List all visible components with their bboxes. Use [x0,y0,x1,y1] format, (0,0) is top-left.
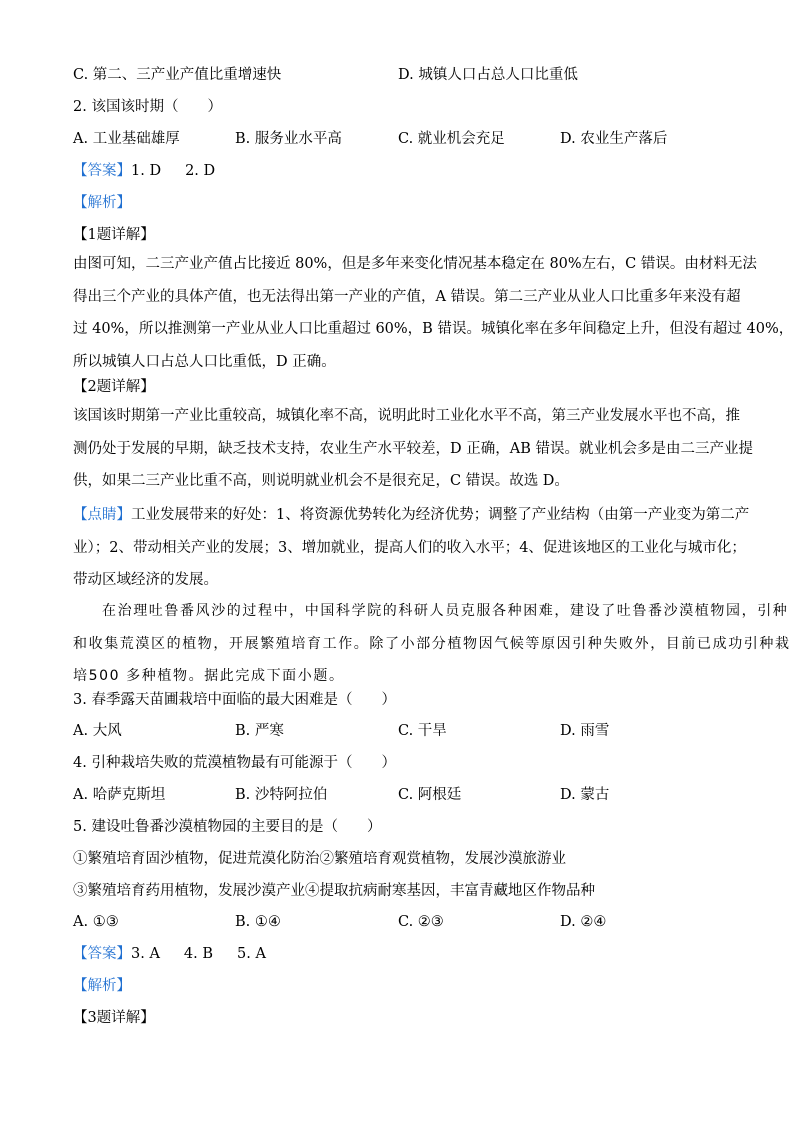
q3-option-b: B. 严寒 [235,723,284,739]
material-line: 在治理吐鲁番风沙的过程中，中国科学院的科研人员克服各种困难，建设了吐鲁番沙漠植物园，引种 [102,603,789,619]
q5-option-a: A. ①③ [73,914,119,930]
q1-option-c: C. 第二、三产业产值比重增速快 [73,67,282,83]
answer-5: 5. A [237,946,266,962]
q5-statement: ③繁殖培育药用植物，发展沙漠产业④提取抗病耐寒基因，丰富青藏地区作物品种 [73,883,595,899]
detail2-line: 供，如果二三产业比重不高，则说明就业机会不是很充足，C 错误。故选 D。 [73,473,569,490]
detail1-paragraph [73,248,793,378]
answer-line-2 [73,944,266,964]
q3-option-a: A. 大风 [73,723,122,739]
q5-option-b: B. ①④ [235,914,281,930]
answer-2: 2. D [185,163,216,179]
detail3-title: 【3题详解】 [73,1010,155,1026]
q5-stem: 5. 建设吐鲁番沙漠植物园的主要目的是（ ） [73,819,382,835]
tip-tag: 【点睛】 [73,507,131,523]
answer-4: 4. B [183,946,214,962]
detail1-line: 由图可知，二三产业产值占比接近 80%，但是多年来变化情况基本稳定在 80%左右，C 错误。由材料无法 [73,256,757,272]
q2-option-c: C. 就业机会充足 [398,131,505,147]
detail1-line: 所以城镇人口占总人口比重低，D 正确。 [73,353,336,370]
detail2-paragraph [73,400,753,498]
q2-option-a: A. 工业基础雄厚 [73,131,180,147]
q3-option-d: D. 雨雪 [560,723,610,739]
q2-option-b: B. 服务业水平高 [235,131,342,147]
answer-1: 1. D [131,163,162,179]
q2-stem: 2. 该国该时期（ ） [73,99,222,115]
tip-line: 工业发展带来的好处：1、将资源优势转化为经济优势；调整了产业结构（由第一产业变为第二产 [131,507,750,523]
q4-option-a: A. 哈萨克斯坦 [73,787,166,803]
analysis-tag-2: 【解析】 [73,978,131,994]
answer-tag: 【答案】 [73,946,131,962]
q5-statement: ①繁殖培育固沙植物，促进荒漠化防治②繁殖培育观赏植物，发展沙漠旅游业 [73,851,566,867]
q5-option-d: D. ②④ [560,914,607,930]
answer-line-1 [73,161,215,181]
q3-stem: 3. 春季露天苗圃栽培中面临的最大困难是（ ） [73,692,396,708]
q2-option-d: D. 农业生产落后 [560,131,668,147]
detail1-line: 过 40%，所以推测第一产业从业人口比重超过 60%，B 错误。城镇化率在多年间稳定上升，但没有超过 40%， [73,321,793,338]
q4-stem: 4. 引种栽培失败的荒漠植物最有可能源于（ ） [73,755,396,771]
analysis-tag-1: 【解析】 [73,195,131,211]
tip-paragraph [73,499,750,597]
material-line: 和收集荒漠区的植物，开展繁殖培育工作。除了小部分植物因气候等原因引种失败外，目前已成功引种栽 [73,635,791,652]
material-line: 培500 多种植物。据此完成下面小题。 [73,668,345,685]
q4-option-b: B. 沙特阿拉伯 [235,787,328,803]
q1-option-d: D. 城镇人口占总人口比重低 [398,67,578,83]
answer-3: 3. A [131,946,160,962]
q3-option-c: C. 干旱 [398,723,447,739]
detail2-line: 该国该时期第一产业比重较高，城镇化率不高，说明此时工业化水平不高，第三产业发展水平也不高，推 [73,408,740,424]
q5-option-c: C. ②③ [398,914,444,930]
material-paragraph [73,595,791,693]
answer-tag: 【答案】 [73,163,131,179]
detail1-title: 【1题详解】 [73,227,155,243]
tip-line: 业）；2、带动相关产业的发展；3、增加就业，提高人们的收入水平；4、促进该地区的工业化与城市化； [73,539,746,556]
tip-line: 带动区域经济的发展。 [73,572,218,589]
q4-option-d: D. 蒙古 [560,787,610,803]
q4-option-c: C. 阿根廷 [398,787,462,803]
detail2-title: 【2题详解】 [73,379,155,395]
detail1-line: 得出三个产业的具体产值，也无法得出第一产业的产值，A 错误。第二三产业从业人口比重多年来没有超 [73,288,741,305]
detail2-line: 测仍处于发展的早期，缺乏技术支持，农业生产水平较差，D 正确，AB 错误。就业机会多是由二三产业提 [73,440,753,457]
